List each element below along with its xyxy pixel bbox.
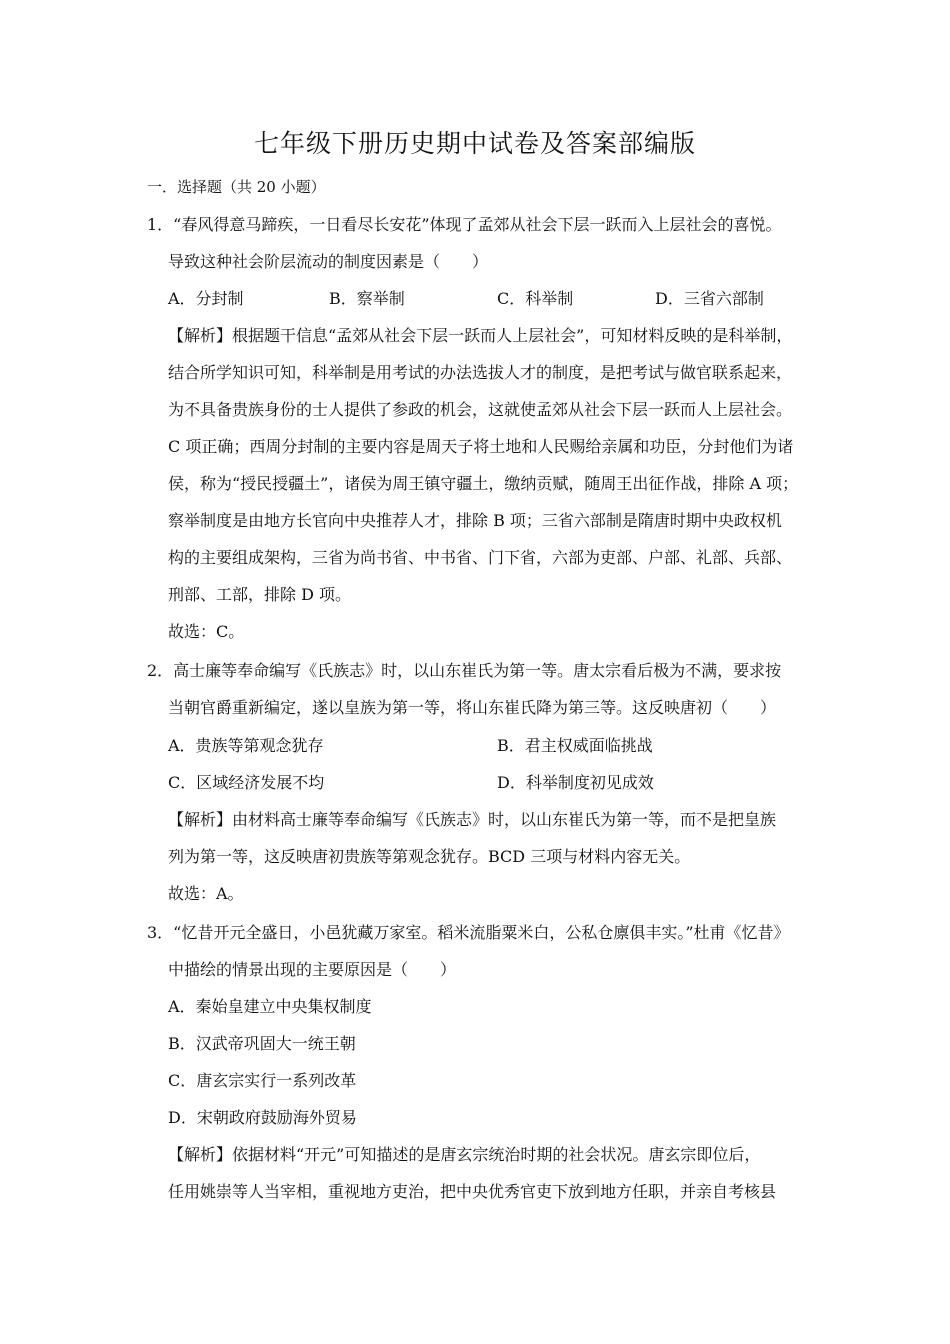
question-2-option-d: D．科举制度初见成效 <box>497 773 654 792</box>
question-1-analysis-line: 侯，称为“授民授疆土”，诸侯为周王镇守疆土，缴纳贡赋，随周王出征作战，排除 A 项； <box>168 474 799 493</box>
question-3-analysis-line: 任用姚崇等人当宰相，重视地方吏治，把中央优秀官吏下放到地方任职，并亲自考核县 <box>168 1182 777 1201</box>
question-1-option-b: B．察举制 <box>329 289 405 308</box>
question-1-stem-line-2: 导致这种社会阶层流动的制度因素是（ ） <box>168 252 489 271</box>
question-2-option-a: A．贵族等第观念犹存 <box>168 736 324 755</box>
question-1-analysis-line: 察举制度是由地方长官向中央推荐人才，排除 B 项；三省六部制是隋唐时期中央政权机 <box>168 511 782 530</box>
question-2-analysis-line: 列为第一等，这反映唐初贵族等第观念犹存。BCD 三项与材料内容无关。 <box>168 847 691 866</box>
question-2-option-c: C．区域经济发展不均 <box>168 773 325 792</box>
question-2-option-b: B．君主权威面临挑战 <box>497 736 653 755</box>
question-1-answer: 故选：C。 <box>168 622 245 641</box>
question-3-stem-line-2: 中描绘的情景出现的主要原因是（ ） <box>168 960 457 979</box>
question-1-analysis-line: 为不具备贵族身份的士人提供了参政的机会，这就使孟郊从社会下层一跃而人上层社会。 <box>168 400 793 419</box>
question-1-stem-line-1: 1．“春风得意马蹄疾，一日看尽长安花”体现了孟郊从社会下层一跃而入上层社会的喜悦。 <box>147 215 782 234</box>
question-3-stem-line-1: 3．“忆昔开元全盛日，小邑犹藏万家室。稻米流脂粟米白，公私仓廪俱丰实。”杜甫《忆昔》 <box>147 923 790 942</box>
section-heading: 一．选择题（共 20 小题） <box>147 178 326 196</box>
question-1-option-c: C．科举制 <box>497 289 574 308</box>
question-3-option-a: A．秦始皇建立中央集权制度 <box>168 997 372 1016</box>
question-1-analysis-line: 结合所学知识可知，科举制是用考试的办法选拔人才的制度，是把考试与做官联系起来， <box>168 363 793 382</box>
question-1-option-a: A．分封制 <box>168 289 244 308</box>
question-3-option-d: D．宋朝政府鼓励海外贸易 <box>168 1108 357 1127</box>
question-2-analysis-line: 【解析】由材料高士廉等奉命编写《氏族志》时，以山东崔氏为第一等，而不是把皇族 <box>168 810 777 829</box>
question-1-option-d: D．三省六部制 <box>655 289 764 308</box>
document-title: 七年级下册历史期中试卷及答案部编版 <box>253 129 696 158</box>
question-2-stem-line-1: 2．高士廉等奉命编写《氏族志》时，以山东崔氏为第一等。唐太宗看后极为不满，要求按 <box>147 661 782 680</box>
question-1-analysis-line: 刑部、工部，排除 D 项。 <box>168 585 352 604</box>
question-3-option-c: C．唐玄宗实行一系列改革 <box>168 1071 357 1090</box>
question-1-analysis-line: C 项正确；西周分封制的主要内容是周天子将土地和人民赐给亲属和功臣，分封他们为诸 <box>168 437 794 456</box>
question-3-option-b: B．汉武帝巩固大一统王朝 <box>168 1034 356 1053</box>
question-2-answer: 故选：A。 <box>168 884 244 903</box>
question-2-stem-line-2: 当朝官爵重新编定，遂以皇族为第一等，将山东崔氏降为第三等。这反映唐初（ ） <box>168 698 777 717</box>
question-3-analysis-line: 【解析】依据材料“开元”可知描述的是唐玄宗统治时期的社会状况。唐玄宗即位后， <box>168 1145 761 1164</box>
question-1-analysis-line: 【解析】根据题干信息“孟郊从社会下层一跃而人上层社会”，可知材料反映的是科举制， <box>168 326 793 345</box>
question-1-analysis-line: 构的主要组成架构，三省为尚书省、中书省、门下省，六部为吏部、户部、礼部、兵部、 <box>168 548 793 567</box>
